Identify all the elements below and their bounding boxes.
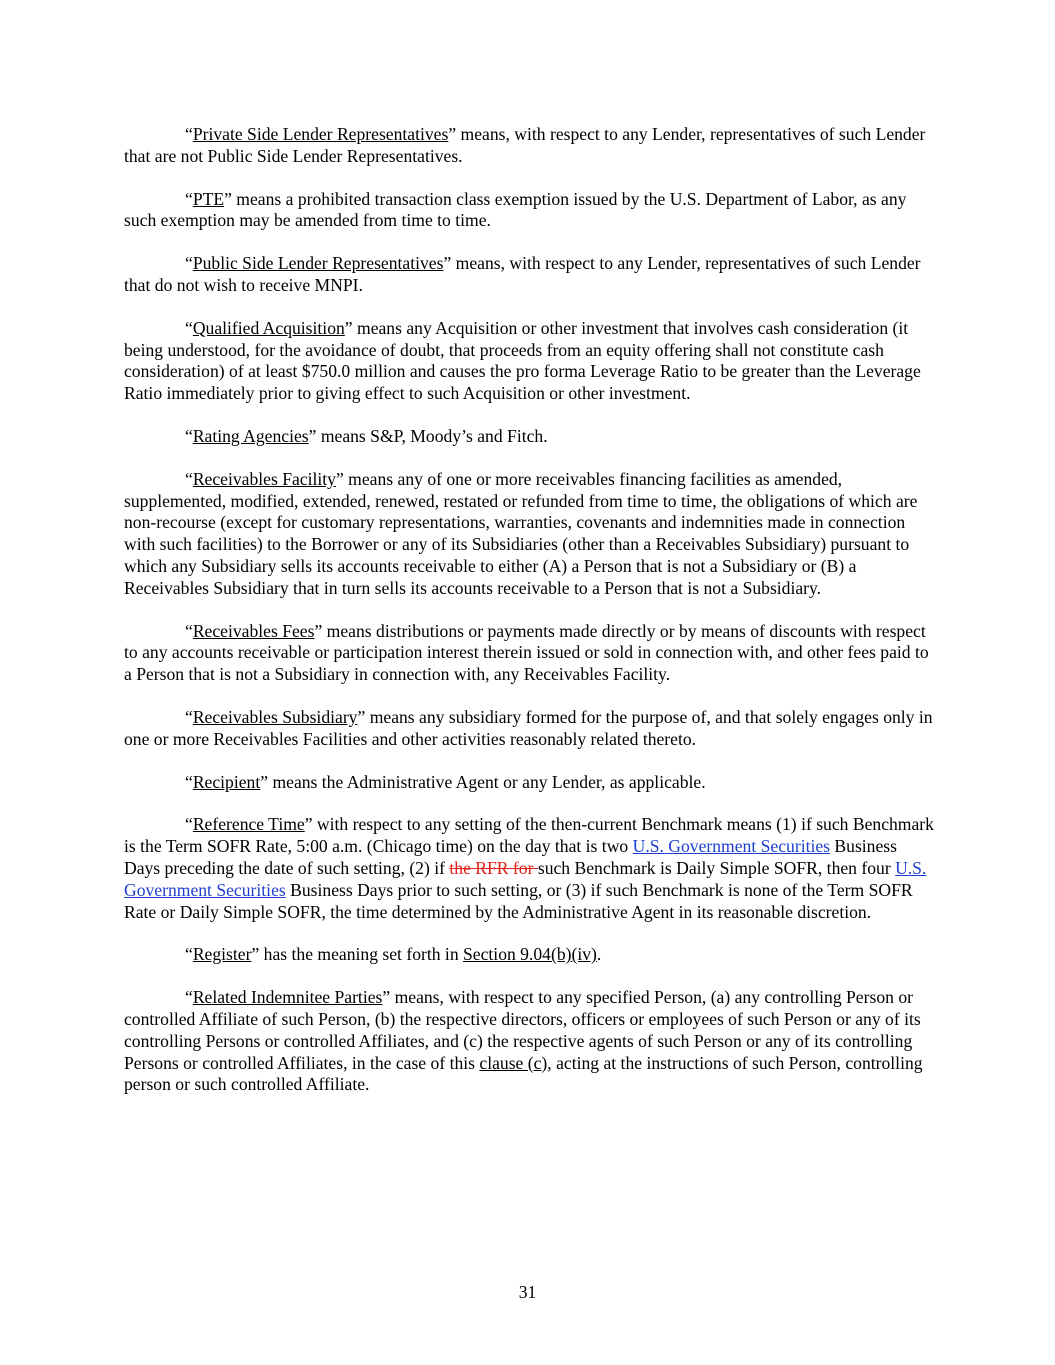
definition-text: means any Acquisition or other investment that involves cash consideration (it being understood, for the avoidance of doubt, that proceeds from an equity offering shall not constitute cash consideration) of at least $750.0 million and causes the pro forma Leverage Ratio to be greater than the Leverage Ratio immediately prior to giving effect to such Acquisition or other investment. <box>124 317 921 404</box>
defined-term: Public Side Lender Representatives <box>192 253 444 274</box>
definition-text: means any of one or more receivables financing facilities as amended, supplemented, modified, extended, renewed, restated or refunded from time to time, the obligations of which are non-recourse (except for customary representations, warranties, covenants and indemnities made in connection with such facilities) to the Borrower or any of its Subsidiaries (other than a Receivables Subsidiary) pursuant to which any Subsidiary sells its accounts receivable to either (A) a Person that is not a Subsidiary or (B) a Receivables Subsidiary that in turn sells its accounts receivable to a Person that is not a Subsidiary. <box>124 468 918 598</box>
definition-text: means the Administrative Agent or any Lender, as applicable. <box>268 771 706 792</box>
defined-term: Receivables Facility <box>192 468 336 489</box>
definition-pte: “PTE” means a prohibited transaction class exemption issued by the U.S. Department of Labor, as any such exemption may be amended from time to time. <box>124 188 907 231</box>
defined-term: Reference Time <box>192 814 305 835</box>
section-reference: Section 9.04(b)(iv) <box>463 944 597 965</box>
definition-receivables-fees: “Receivables Fees” means distributions or payments made directly or by means of discounts with respect to any accounts receivable or participation interest therein issued or sold in connection with, and other fees paid to a Person that is not a Subsidiary in connection with, any Receivables Facility. <box>124 620 929 685</box>
defined-term: PTE <box>192 188 225 209</box>
page-number: 31 <box>518 1282 537 1302</box>
definition-text: means S&P, Moody’s and Fitch. <box>316 425 548 446</box>
definition-text: means a prohibited transaction class exemption issued by the U.S. Department of Labor, as any such exemption may be amended from time to time. <box>124 188 907 231</box>
definition-public-side-lender-representatives: “Public Side Lender Representatives” means, with respect to any Lender, representatives of such Lender that do not wish to receive MNPI. <box>124 253 921 295</box>
defined-term: Related Indemnitee Parties <box>192 987 383 1008</box>
definition-text: means, with respect to any Lender, representatives of such Lender that are not Public Side Lender Representatives. <box>124 124 926 166</box>
definition-text: means, with respect to any Lender, representatives of such Lender that do not wish to receive MNPI. <box>124 253 921 295</box>
deleted-text: the RFR for <box>449 857 538 878</box>
definition-receivables-subsidiary: “Receivables Subsidiary” means any subsidiary formed for the purpose of, and that solely engages only in one or more Receivables Facilities and other activities reasonably related thereto. <box>124 706 933 749</box>
defined-term: Rating Agencies <box>192 425 309 446</box>
definition-register: “Register” has the meaning set forth in Section 9.04(b)(iv). <box>185 944 602 965</box>
definition-recipient: “Recipient” means the Administrative Agent or any Lender, as applicable. <box>185 771 706 792</box>
definition-text: means any subsidiary formed for the purpose of, and that solely engages only in one or more Receivables Facilities and other activities reasonably related thereto. <box>124 706 933 749</box>
defined-term: Register <box>192 944 252 965</box>
clause-reference: clause (c) <box>479 1052 548 1073</box>
definition-text: means distributions or payments made directly or by means of discounts with respect to any accounts receivable or participation interest therein issued or sold in connection with, and other fees paid to a Person that is not a Subsidiary in connection with, any Receivables Facility. <box>124 620 929 685</box>
defined-term: Private Side Lender Representatives <box>192 124 449 144</box>
definition-receivables-facility: “Receivables Facility” means any of one or more receivables financing facilities as amended, supplemented, modified, extended, renewed, restated or refunded from time to time, the obligations of which are non-recourse (except for customary representations, warranties, covenants and indemnities made in connection with such facilities) to the Borrower or any of its Subsidiaries (other than a Receivables Subsidiary) pursuant to which any Subsidiary sells its accounts receivable to either (A) a Person that is not a Subsidiary or (B) a Receivables Subsidiary that in turn sells its accounts receivable to a Person that is not a Subsidiary. <box>124 468 918 598</box>
definition-rating-agencies: “Rating Agencies” means S&P, Moody’s and Fitch. <box>185 425 548 446</box>
us-government-securities-link[interactable]: U.S. Government Securities <box>124 857 927 900</box>
document-page <box>124 124 936 1117</box>
definition-qualified-acquisition: “Qualified Acquisition” means any Acquisition or other investment that involves cash consideration (it being understood, for the avoidance of doubt, that proceeds from an equity offering shall not constitute cash consideration) of at least $750.0 million and causes the pro forma Leverage Ratio to be greater than the Leverage Ratio immediately prior to giving effect to such Acquisition or other investment. <box>124 317 921 404</box>
defined-term: Qualified Acquisition <box>192 317 345 338</box>
us-government-securities-link[interactable]: U.S. Government Securities <box>632 836 831 857</box>
defined-term: Receivables Subsidiary <box>192 706 358 727</box>
defined-term: Receivables Fees <box>192 620 315 641</box>
definition-private-side-lender-representatives: “Private Side Lender Representatives” means, with respect to any Lender, representatives of such Lender that are not Public Side Lender Representatives. <box>124 124 926 166</box>
definition-reference-time: “Reference Time” with respect to any setting of the then-current Benchmark means (1) if such Benchmark is the Term SOFR Rate, 5:00 a.m. (Chicago time) on the day that is two U.S. Government Securities Business Days preceding the date of such setting, (2) if the RFR for such Benchmark is Daily Simple SOFR, then four U.S. Government Securities Business Days prior to such setting, or (3) if such Benchmark is none of the Term SOFR Rate or Daily Simple SOFR, the time determined by the Administrative Agent in its reasonable discretion. <box>124 814 934 922</box>
defined-term: Recipient <box>192 771 261 792</box>
definition-related-indemnitee-parties: “Related Indemnitee Parties” means, with respect to any specified Person, (a) any controlling Person or controlled Affiliate of such Person, (b) the respective directors, officers or employees of such Person or any of its controlling Persons or controlled Affiliates, and (c) the respective agents of such Person or any of its controlling Persons or controlled Affiliates, in the case of this clause (c), acting at the instructions of such Person, controlling person or such controlled Affiliate. <box>124 987 923 1095</box>
